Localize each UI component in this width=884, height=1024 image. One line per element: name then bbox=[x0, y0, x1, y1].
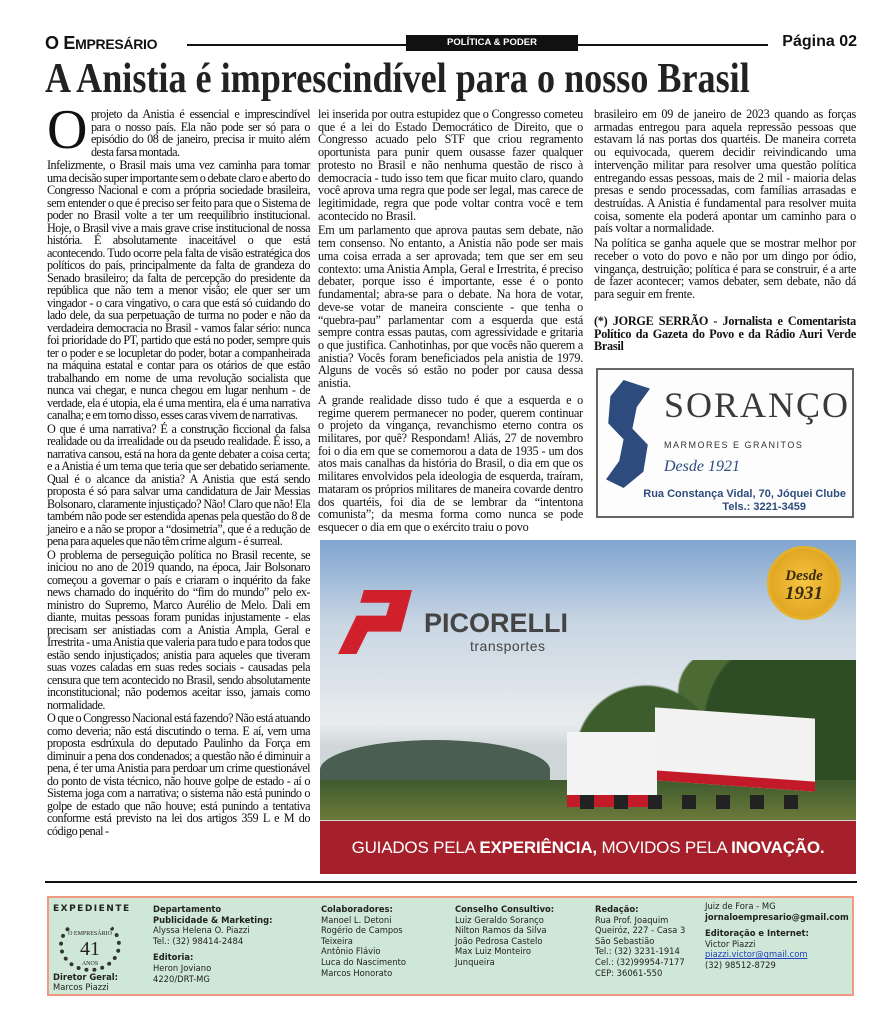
collaborators-column bbox=[321, 904, 406, 978]
newsroom-line: São Sebastião bbox=[595, 935, 655, 946]
colab-label: Colaboradores: bbox=[321, 904, 393, 914]
header-rule bbox=[187, 44, 406, 46]
picorelli-slogan bbox=[320, 821, 856, 874]
expediente-heading: EXPEDIENTE bbox=[53, 904, 131, 914]
author-byline: (*) JORGE SERRÃO - Jornalista e Comentarista Político da Gazeta do Povo e da Rádio Auri Verde Brasil bbox=[594, 313, 856, 354]
council-label: Conselho Consultivo: bbox=[455, 904, 555, 914]
newsroom-column bbox=[595, 904, 685, 978]
council-column bbox=[455, 904, 554, 968]
paragraph: Na política se ganha aquele que se mostrar melhor por receber o voto do povo e não por um dingo por ódio, vingança, destruição; política é para se construir, é a arte de fazer acontecer; vamos debater, sem debate, não dá para seguir em frente. bbox=[594, 236, 856, 302]
picorelli-subtitle: transportes bbox=[470, 638, 546, 654]
editing-name: Victor Piazzi bbox=[705, 938, 756, 949]
paragraph: brasileiro em 09 de janeiro de 2023 quando as forças armadas entregou para aquela repressão pessoas que estavam lá nas portas dos quartéis. De maneira correta ou equivocada, querem decidir reivindicando uma intervenção militar para resolver uma questão política entregando essas pessoas, mais de 2 mil - maioria delas presas e sendo processadas, com famílias arrasadas e destruídas. A Anistia é fundamental para resolver muita coisa, somente ela poderá apontar um caminho para o país voltar a normalidade. bbox=[594, 107, 856, 236]
article-column-3 bbox=[594, 108, 856, 355]
masthead-footer bbox=[47, 896, 854, 996]
section-label: POLÍTICA & PODER bbox=[406, 35, 578, 51]
slogan-part: EXPERIÊNCIA, bbox=[479, 838, 597, 857]
editoria-reg: 4220/DRT-MG bbox=[153, 973, 210, 984]
article-column-1 bbox=[47, 99, 310, 838]
paragraph: Em um parlamento que aprova pautas sem debate, não tem consenso. No entanto, a Anistia não pode ser mais uma coisa errada a ser aprovada; tem que ser em seu contexto: uma Anistia Ampla, Geral e Irrestrita, é preciso debater, porque isso é importante, esse é o ponto fundamental; abra-se para o debate. Na hora de votar, deve-se votar de maneira consciente - que tenha o “quebra-pau” parlamentar com a esquerda que está sempre contra essas pautas, com agressividade e gritaria o que justifica. Canhotinhas, por que vocês não querem a anistia? Vocês foram beneficiados pela anistia de 1979. Alguns de vocês só estão no poder por causa dessa anistia. bbox=[318, 223, 583, 391]
editing-phone: (32) 98512-8729 bbox=[705, 959, 776, 970]
paragraph: A grande realidade disso tudo é que a esquerda e o regime querem permanecer no poder, querem continuar o projeto da vingança, revanchismo eterno contra os militares, por quê? Respondam! Aliás, 27 de novembro foi o dia em que se comemorou a data de 1935 - um dos atos mais canalhas da história do Brasil, o dia em que os militares envolvidos pela ideologia de esquerda, traíram, mataram os próprios militares de maneira covarde dentro dos quartéis, foi dia de se lembrar da “intentona comunista”; da mesma forma como nunca se pode esquecer o dia em que o exército traiu o povo bbox=[318, 392, 583, 534]
council-name: João Pedrosa Castelo bbox=[455, 935, 543, 946]
header-rule bbox=[578, 44, 768, 46]
contact-column bbox=[705, 901, 849, 971]
anniversary-logo bbox=[59, 918, 121, 972]
article-title: A Anistia é imprescindível para o nosso Brasil bbox=[45, 56, 750, 102]
seal-label: Desde bbox=[785, 568, 823, 584]
council-name: Nilton Ramos da Silva bbox=[455, 925, 547, 936]
dept-label: Departamento bbox=[153, 904, 222, 914]
page-header bbox=[45, 33, 857, 55]
paragraph: O problema de perseguição política no Brasil recente, se iniciou no ano de 2019 quando, na época, Jair Bolsonaro começou a governar o país e criaram o inquérito da fake news chamado do inquérito do “fim do mundo” pelo ex-ministro do Supremo, Marco Aurélio de Melo. Dali em diante, muitas pessoas foram punidas injustamente - elas precisam ser anistiadas com a Anistia Ampla, Geral e Irrestrita - uma Anistia que valeria para tudo e para todos que estão sendo injustiçados; anistia para aqueles que tiveram suas vozes caladas em suas redes sociais - causadas pela censura que tem acontecido no Brasil, sendo absolutamente inconstitucional; não podemos aceitar isso, jamais como normalidade. bbox=[47, 547, 310, 712]
council-name: Max Luiz Monteiro bbox=[455, 946, 531, 957]
drop-cap: O bbox=[47, 99, 87, 161]
picorelli-logo-icon bbox=[338, 590, 412, 654]
newsroom-line: CEP: 36061-550 bbox=[595, 967, 663, 978]
soranco-name: SORANÇO bbox=[664, 385, 851, 425]
newsroom-label: Redação: bbox=[595, 904, 639, 914]
newspaper-email[interactable]: jornaloempresario@gmail.com bbox=[705, 911, 849, 922]
soranco-ad[interactable] bbox=[596, 368, 854, 518]
director-label: Diretor Geral: bbox=[53, 971, 118, 982]
soranco-address: Rua Constança Vidal, 70, Jóquei Clube bbox=[643, 488, 846, 500]
paragraph-text: projeto da Anistia é essencial e imprescindível para o nosso país. Ela não pode ser só para o episódio do 08 de janeiro, precisa ir muito além desta farsa montada. bbox=[90, 107, 310, 159]
logo-name: O EMPRESÁRIO bbox=[68, 930, 112, 937]
city: Juiz de Fora - MG bbox=[705, 901, 776, 911]
department-column bbox=[153, 904, 272, 984]
divider bbox=[45, 881, 857, 883]
brand-initial: O E bbox=[45, 33, 76, 53]
paragraph: O que é uma narrativa? É a construção ficcional da falsa realidade ou da irrealidade ou da pseudo realidade. É isso, a narrativa cansou, está na hora da gente debater a coisa certa; e a Anistia é um tema que teria que ser debatido seriamente. Qual é o alcance da anistia? A Anistia que está sendo proposta é só para salvar uma candidatura de Jair Messias Bolsonaro, claramente injustiçado? Não! Claro que não! Ela também não pode ser estendida apenas pela questão do 8 de janeiro e a não se propor a “dosimetria”, que é a redução de pena para aqueles que não têm crime algum - é surreal. bbox=[47, 421, 310, 548]
page-number: Página 02 bbox=[782, 33, 857, 50]
director-name: Marcos Piazzi bbox=[53, 982, 109, 993]
colab-name: Luca do Nascimento bbox=[321, 956, 407, 967]
paragraph: Infelizmente, o Brasil mais uma vez caminha para tomar uma decisão super importante sem o debate claro e aberto do Congresso Nacional e com a própria sociedade brasileira, sem entender o que é preciso ser feito para que o Sistema de poder no Brasil volte a ter um reequilíbrio institucional. Hoje, o Brasil vive a mais grave crise institucional de nossa história. É absolutamente inaceitável o que está acontecendo. Tudo ocorre pela falta de visão estratégica dos políticos do país, principalmente da falta de grandeza do Senado brasileiro; da falta de percepção do presidente da república que não tem a menor visão; ele quer ser um vingador - o cara vingativo, o cara que está só cuidando do lado dele, da sua perpetuação de turma no poder e não da verdadeira democracia no Brasil - vamos falar sério: nunca foi prioridade do PT, partido que está no poder, sempre quis ter o poder e se locupletar do poder, botar a companheirada na máquina estatal e contar para os otários de que estão trabalhando em nome de uma revolução socialista que nunca vai chegar, e nunca chegou em lugar nenhum - de verdade, ela é utopia, ela é uma mentira, ela é uma narrativa canalha; e em torno disso, esses caras vivem de narrativas. bbox=[47, 158, 310, 422]
newsroom-line: Cel.: (32)99954-7177 bbox=[595, 956, 685, 967]
slogan-part: INOVAÇÃO. bbox=[731, 838, 825, 857]
expediente-column bbox=[53, 904, 131, 993]
seal-year: 1931 bbox=[785, 583, 823, 604]
newsroom-line: Queiróz, 227 - Casa 3 bbox=[595, 925, 686, 936]
soranco-s-logo-icon bbox=[606, 380, 650, 488]
soranco-phone: Tels.: 3221-3459 bbox=[722, 501, 806, 513]
editing-email-link[interactable]: piazzi.victor@gmail.com bbox=[705, 949, 808, 960]
truck-wheels-graphic bbox=[580, 795, 810, 809]
editoria-name: Heron Joviano bbox=[153, 962, 212, 973]
soranco-since: Desde 1921 bbox=[664, 458, 740, 475]
slogan-part: MOVIDOS PELA bbox=[596, 838, 732, 857]
picorelli-name: PICORELLI bbox=[424, 608, 569, 638]
colab-name: Manoel L. Detoni bbox=[321, 914, 392, 925]
colab-name: Marcos Honorato bbox=[321, 967, 393, 978]
dept-name: Alyssa Helena O. Piazzi bbox=[153, 925, 250, 936]
newspaper-brand bbox=[45, 33, 157, 54]
paragraph bbox=[47, 99, 310, 161]
council-name: Luiz Geraldo Soranço bbox=[455, 914, 544, 925]
paragraph: lei inserida por outra estupidez que o Congresso cometeu que é a lei do Estado Democrático de Direito, que o Congresso acuado pelo STF que criou regramento oportunista para punir quem ousasse fazer qualquer protesto no Brasil e não nenhuma questão de risco à democracia - tudo isso tem que ficar muito claro, quando você aprova uma regra que pode ser legal, mas carece de legitimidade, regra que pode voltar contra você e tem acontecido no Brasil. bbox=[318, 107, 583, 223]
colab-name: Teixeira bbox=[321, 935, 353, 946]
dept-label: Publicidade & Marketing: bbox=[153, 914, 273, 925]
slogan-part: GUIADOS PELA bbox=[351, 838, 480, 857]
paragraph: O que o Congresso Nacional está fazendo? Não está atuando como deveria; não está discutindo o tema. E aí, vem uma proposta esdrúxula do deputado Paulinho da Força em diminuir a pena dos condenados; a questão não é diminuir a pena, é ter uma Anistia para perdoar um crime questionável do ponto de vista técnico, não houve golpe de estado - aí o Sistema joga com a narrativa; o sistema não está punindo o golpe de estado que não houve; está punindo a tentativa conforme está previsto na lei dos artigos 359 L e M do código penal - bbox=[47, 711, 310, 838]
dept-phone: Tel.: (32) 98414-2484 bbox=[153, 935, 244, 946]
picorelli-ad[interactable] bbox=[320, 540, 856, 874]
soranco-subtitle: MARMORES E GRANITOS bbox=[664, 440, 804, 450]
logo-anos: ANOS bbox=[81, 961, 99, 968]
colab-name: Rogério de Campos bbox=[321, 925, 403, 936]
truck-trailer-graphic bbox=[655, 707, 815, 791]
soranco-contact bbox=[643, 488, 846, 514]
since-seal bbox=[767, 546, 841, 620]
editing-label: Editoração e Internet: bbox=[705, 928, 809, 939]
logo-years: 41 bbox=[80, 938, 100, 961]
brand-rest: MPRESÁRIO bbox=[75, 36, 158, 52]
article-column-2 bbox=[318, 108, 583, 536]
newsroom-line: Tel.: (32) 3231-1914 bbox=[595, 946, 680, 957]
council-name: Junqueira bbox=[455, 956, 495, 967]
editoria-label: Editoria: bbox=[153, 952, 194, 963]
newsroom-line: Rua Prof. Joaquim bbox=[595, 914, 669, 925]
colab-name: Antônio Flávio bbox=[321, 946, 381, 957]
